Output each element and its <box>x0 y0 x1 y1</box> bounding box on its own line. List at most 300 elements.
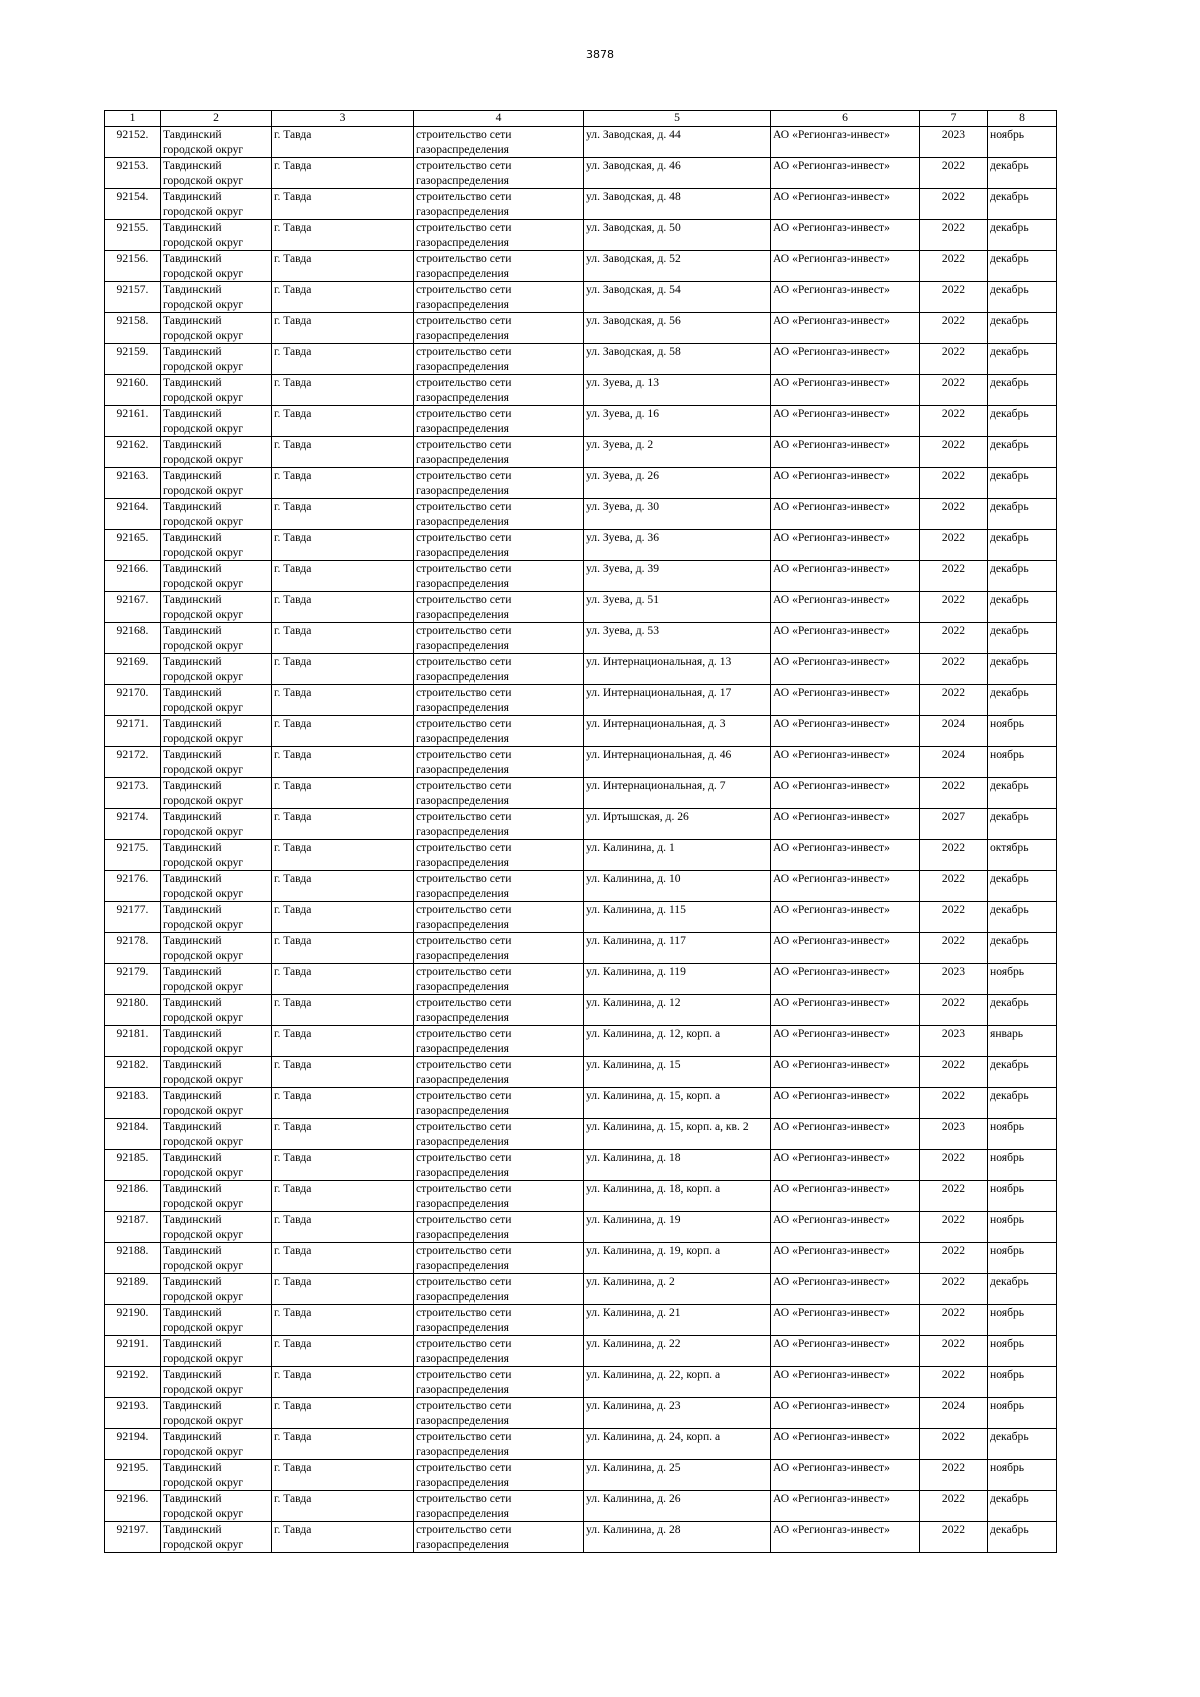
district-cell-line: городской округ <box>163 422 244 435</box>
table-row <box>105 964 1057 995</box>
year-cell: 2022 <box>920 778 988 809</box>
row-number-cell: 92154. <box>105 189 161 220</box>
district-cell-line: городской округ <box>163 1290 244 1303</box>
work-type-cell <box>414 437 584 468</box>
district-cell-line: городской округ <box>163 1104 244 1117</box>
work-type-cell-line: строительство сети <box>416 1058 512 1071</box>
table-row <box>105 251 1057 282</box>
month-cell: ноябрь <box>988 1212 1057 1243</box>
locality-cell: г. Тавда <box>272 1398 414 1429</box>
district-cell <box>161 1274 272 1305</box>
district-cell-line: городской округ <box>163 825 244 838</box>
locality-cell: г. Тавда <box>272 561 414 592</box>
district-cell-line: городской округ <box>163 174 244 187</box>
work-type-cell-line: строительство сети <box>416 965 512 978</box>
work-type-cell-line: газораспределения <box>416 484 510 497</box>
year-cell: 2022 <box>920 840 988 871</box>
district-cell-line: городской округ <box>163 1321 244 1334</box>
work-type-cell <box>414 1243 584 1274</box>
work-type-cell-line: газораспределения <box>416 670 510 683</box>
work-type-cell-line: строительство сети <box>416 1275 512 1288</box>
organization-cell: АО «Регионгаз-инвест» <box>771 1150 920 1181</box>
address-cell: ул. Калинина, д. 18 <box>584 1150 771 1181</box>
column-header-2: 2 <box>161 111 272 127</box>
year-cell: 2022 <box>920 1243 988 1274</box>
table-row <box>105 1150 1057 1181</box>
locality-cell: г. Тавда <box>272 220 414 251</box>
work-type-cell-line: строительство сети <box>416 283 512 296</box>
year-cell: 2022 <box>920 1305 988 1336</box>
work-type-cell <box>414 251 584 282</box>
district-cell-line: Тавдинский <box>163 655 222 668</box>
work-type-cell-line: газораспределения <box>416 205 510 218</box>
district-cell-line: городской округ <box>163 205 244 218</box>
address-cell: ул. Калинина, д. 19, корп. а <box>584 1243 771 1274</box>
month-cell: декабрь <box>988 189 1057 220</box>
address-cell: ул. Калинина, д. 115 <box>584 902 771 933</box>
district-cell-line: городской округ <box>163 1383 244 1396</box>
district-cell <box>161 1026 272 1057</box>
table-row <box>105 1243 1057 1274</box>
work-type-cell-line: строительство сети <box>416 1027 512 1040</box>
district-cell-line: Тавдинский <box>163 1461 222 1474</box>
address-cell: ул. Калинина, д. 15 <box>584 1057 771 1088</box>
work-type-cell <box>414 313 584 344</box>
address-cell: ул. Калинина, д. 117 <box>584 933 771 964</box>
district-cell-line: Тавдинский <box>163 748 222 761</box>
row-number-cell: 92163. <box>105 468 161 499</box>
year-cell: 2022 <box>920 158 988 189</box>
work-type-cell <box>414 1088 584 1119</box>
work-type-cell-line: строительство сети <box>416 190 512 203</box>
address-cell: ул. Заводская, д. 52 <box>584 251 771 282</box>
year-cell: 2022 <box>920 1429 988 1460</box>
work-type-cell-line: газораспределения <box>416 329 510 342</box>
locality-cell: г. Тавда <box>272 747 414 778</box>
work-type-cell-line: газораспределения <box>416 1352 510 1365</box>
organization-cell: АО «Регионгаз-инвест» <box>771 1243 920 1274</box>
work-type-cell <box>414 344 584 375</box>
work-type-cell-line: газораспределения <box>416 639 510 652</box>
work-type-cell-line: газораспределения <box>416 1414 510 1427</box>
month-cell: январь <box>988 1026 1057 1057</box>
month-cell: декабрь <box>988 1057 1057 1088</box>
year-cell: 2023 <box>920 964 988 995</box>
district-cell-line: Тавдинский <box>163 996 222 1009</box>
year-cell: 2022 <box>920 344 988 375</box>
organization-cell: АО «Регионгаз-инвест» <box>771 1181 920 1212</box>
row-number-cell: 92184. <box>105 1119 161 1150</box>
table-row <box>105 809 1057 840</box>
district-cell-line: городской округ <box>163 1073 244 1086</box>
address-cell: ул. Калинина, д. 18, корп. а <box>584 1181 771 1212</box>
locality-cell: г. Тавда <box>272 716 414 747</box>
address-cell: ул. Зуева, д. 39 <box>584 561 771 592</box>
district-cell <box>161 251 272 282</box>
work-type-cell-line: газораспределения <box>416 391 510 404</box>
work-type-cell-line: строительство сети <box>416 686 512 699</box>
district-cell <box>161 499 272 530</box>
row-number-cell: 92156. <box>105 251 161 282</box>
locality-cell: г. Тавда <box>272 468 414 499</box>
row-number-cell: 92188. <box>105 1243 161 1274</box>
address-cell: ул. Зуева, д. 30 <box>584 499 771 530</box>
district-cell-line: Тавдинский <box>163 717 222 730</box>
table-row <box>105 437 1057 468</box>
district-cell-line: городской округ <box>163 1166 244 1179</box>
row-number-cell: 92167. <box>105 592 161 623</box>
year-cell: 2022 <box>920 1212 988 1243</box>
year-cell: 2022 <box>920 933 988 964</box>
row-number-cell: 92177. <box>105 902 161 933</box>
table-row <box>105 189 1057 220</box>
work-type-cell-line: строительство сети <box>416 717 512 730</box>
district-cell-line: городской округ <box>163 1259 244 1272</box>
row-number-cell: 92176. <box>105 871 161 902</box>
address-cell: ул. Зуева, д. 36 <box>584 530 771 561</box>
year-cell: 2022 <box>920 251 988 282</box>
work-type-cell <box>414 1181 584 1212</box>
work-type-cell <box>414 1150 584 1181</box>
table-row <box>105 1367 1057 1398</box>
row-number-cell: 92194. <box>105 1429 161 1460</box>
district-cell-line: Тавдинский <box>163 841 222 854</box>
table-row <box>105 871 1057 902</box>
row-number-cell: 92158. <box>105 313 161 344</box>
row-number-cell: 92192. <box>105 1367 161 1398</box>
district-cell-line: городской округ <box>163 763 244 776</box>
organization-cell: АО «Регионгаз-инвест» <box>771 344 920 375</box>
organization-cell: АО «Регионгаз-инвест» <box>771 995 920 1026</box>
month-cell: ноябрь <box>988 1119 1057 1150</box>
work-type-cell-line: строительство сети <box>416 1461 512 1474</box>
address-cell: ул. Калинина, д. 10 <box>584 871 771 902</box>
year-cell: 2023 <box>920 1119 988 1150</box>
month-cell: ноябрь <box>988 1150 1057 1181</box>
locality-cell: г. Тавда <box>272 685 414 716</box>
district-cell <box>161 1398 272 1429</box>
address-cell: ул. Калинина, д. 22 <box>584 1336 771 1367</box>
work-type-cell-line: газораспределения <box>416 949 510 962</box>
locality-cell: г. Тавда <box>272 592 414 623</box>
address-cell: ул. Зуева, д. 2 <box>584 437 771 468</box>
work-type-cell-line: газораспределения <box>416 732 510 745</box>
district-cell <box>161 127 272 158</box>
header-row <box>105 111 1057 127</box>
district-cell <box>161 1150 272 1181</box>
work-type-cell <box>414 654 584 685</box>
address-cell: ул. Заводская, д. 56 <box>584 313 771 344</box>
address-cell: ул. Калинина, д. 119 <box>584 964 771 995</box>
table-row <box>105 1088 1057 1119</box>
address-cell: ул. Калинина, д. 28 <box>584 1522 771 1553</box>
locality-cell: г. Тавда <box>272 902 414 933</box>
district-cell-line: городской округ <box>163 236 244 249</box>
table-row <box>105 902 1057 933</box>
address-cell: ул. Зуева, д. 51 <box>584 592 771 623</box>
column-header-5: 5 <box>584 111 771 127</box>
organization-cell: АО «Регионгаз-инвест» <box>771 1119 920 1150</box>
work-type-cell <box>414 499 584 530</box>
work-type-cell-line: газораспределения <box>416 1135 510 1148</box>
row-number-cell: 92171. <box>105 716 161 747</box>
work-type-cell-line: строительство сети <box>416 593 512 606</box>
district-cell <box>161 995 272 1026</box>
row-number-cell: 92153. <box>105 158 161 189</box>
organization-cell: АО «Регионгаз-инвест» <box>771 840 920 871</box>
district-cell-line: городской округ <box>163 391 244 404</box>
district-cell-line: Тавдинский <box>163 531 222 544</box>
month-cell: ноябрь <box>988 964 1057 995</box>
row-number-cell: 92183. <box>105 1088 161 1119</box>
row-number-cell: 92175. <box>105 840 161 871</box>
work-type-cell-line: строительство сети <box>416 996 512 1009</box>
district-cell <box>161 1491 272 1522</box>
address-cell: ул. Заводская, д. 48 <box>584 189 771 220</box>
district-cell-line: Тавдинский <box>163 1182 222 1195</box>
month-cell: декабрь <box>988 530 1057 561</box>
organization-cell: АО «Регионгаз-инвест» <box>771 1367 920 1398</box>
district-cell-line: Тавдинский <box>163 376 222 389</box>
address-cell: ул. Калинина, д. 12 <box>584 995 771 1026</box>
row-number-cell: 92174. <box>105 809 161 840</box>
district-cell-line: городской округ <box>163 484 244 497</box>
table-row <box>105 499 1057 530</box>
year-cell: 2022 <box>920 375 988 406</box>
work-type-cell <box>414 716 584 747</box>
month-cell: декабрь <box>988 1491 1057 1522</box>
district-cell <box>161 1243 272 1274</box>
month-cell: декабрь <box>988 313 1057 344</box>
row-number-cell: 92195. <box>105 1460 161 1491</box>
work-type-cell <box>414 1057 584 1088</box>
district-cell <box>161 313 272 344</box>
row-number-cell: 92197. <box>105 1522 161 1553</box>
address-cell: ул. Калинина, д. 15, корп. а, кв. 2 <box>584 1119 771 1150</box>
organization-cell: АО «Регионгаз-инвест» <box>771 1336 920 1367</box>
district-cell-line: Тавдинский <box>163 1058 222 1071</box>
work-type-cell-line: газораспределения <box>416 1073 510 1086</box>
organization-cell: АО «Регионгаз-инвест» <box>771 313 920 344</box>
locality-cell: г. Тавда <box>272 1336 414 1367</box>
locality-cell: г. Тавда <box>272 778 414 809</box>
locality-cell: г. Тавда <box>272 1274 414 1305</box>
month-cell: декабрь <box>988 282 1057 313</box>
month-cell: декабрь <box>988 778 1057 809</box>
organization-cell: АО «Регионгаз-инвест» <box>771 716 920 747</box>
organization-cell: АО «Регионгаз-инвест» <box>771 809 920 840</box>
locality-cell: г. Тавда <box>272 251 414 282</box>
work-type-cell-line: газораспределения <box>416 763 510 776</box>
row-number-cell: 92189. <box>105 1274 161 1305</box>
work-type-cell <box>414 189 584 220</box>
district-cell <box>161 1181 272 1212</box>
organization-cell: АО «Регионгаз-инвест» <box>771 778 920 809</box>
gasification-registry-table <box>104 110 1057 1553</box>
column-header-7: 7 <box>920 111 988 127</box>
organization-cell: АО «Регионгаз-инвест» <box>771 530 920 561</box>
table-row <box>105 1429 1057 1460</box>
table-row <box>105 1491 1057 1522</box>
work-type-cell <box>414 1491 584 1522</box>
work-type-cell-line: строительство сети <box>416 1182 512 1195</box>
district-cell-line: Тавдинский <box>163 407 222 420</box>
work-type-cell <box>414 592 584 623</box>
district-cell-line: Тавдинский <box>163 562 222 575</box>
district-cell-line: городской округ <box>163 701 244 714</box>
district-cell-line: городской округ <box>163 1228 244 1241</box>
address-cell: ул. Интернациональная, д. 3 <box>584 716 771 747</box>
address-cell: ул. Калинина, д. 2 <box>584 1274 771 1305</box>
work-type-cell <box>414 964 584 995</box>
locality-cell: г. Тавда <box>272 313 414 344</box>
locality-cell: г. Тавда <box>272 375 414 406</box>
work-type-cell-line: строительство сети <box>416 1492 512 1505</box>
address-cell: ул. Заводская, д. 58 <box>584 344 771 375</box>
district-cell-line: городской округ <box>163 794 244 807</box>
work-type-cell-line: газораспределения <box>416 794 510 807</box>
district-cell-line: городской округ <box>163 1197 244 1210</box>
work-type-cell <box>414 809 584 840</box>
district-cell <box>161 1429 272 1460</box>
work-type-cell <box>414 406 584 437</box>
year-cell: 2022 <box>920 1057 988 1088</box>
district-cell <box>161 809 272 840</box>
year-cell: 2024 <box>920 1398 988 1429</box>
row-number-cell: 92190. <box>105 1305 161 1336</box>
district-cell-line: Тавдинский <box>163 1337 222 1350</box>
table-row <box>105 127 1057 158</box>
district-cell-line: городской округ <box>163 1476 244 1489</box>
district-cell <box>161 220 272 251</box>
district-cell <box>161 375 272 406</box>
district-cell-line: Тавдинский <box>163 965 222 978</box>
work-type-cell <box>414 530 584 561</box>
district-cell-line: Тавдинский <box>163 1430 222 1443</box>
address-cell: ул. Интернациональная, д. 17 <box>584 685 771 716</box>
month-cell: декабрь <box>988 344 1057 375</box>
district-cell-line: городской округ <box>163 732 244 745</box>
locality-cell: г. Тавда <box>272 933 414 964</box>
year-cell: 2022 <box>920 406 988 437</box>
district-cell-line: Тавдинский <box>163 1523 222 1536</box>
work-type-cell <box>414 1522 584 1553</box>
address-cell: ул. Интернациональная, д. 46 <box>584 747 771 778</box>
month-cell: декабрь <box>988 654 1057 685</box>
work-type-cell-line: газораспределения <box>416 1259 510 1272</box>
work-type-cell <box>414 1305 584 1336</box>
locality-cell: г. Тавда <box>272 1088 414 1119</box>
locality-cell: г. Тавда <box>272 499 414 530</box>
year-cell: 2022 <box>920 437 988 468</box>
organization-cell: АО «Регионгаз-инвест» <box>771 437 920 468</box>
locality-cell: г. Тавда <box>272 189 414 220</box>
organization-cell: АО «Регионгаз-инвест» <box>771 747 920 778</box>
month-cell: декабрь <box>988 561 1057 592</box>
work-type-cell <box>414 158 584 189</box>
locality-cell: г. Тавда <box>272 840 414 871</box>
year-cell: 2022 <box>920 499 988 530</box>
locality-cell: г. Тавда <box>272 530 414 561</box>
locality-cell: г. Тавда <box>272 158 414 189</box>
district-cell-line: городской округ <box>163 329 244 342</box>
organization-cell: АО «Регионгаз-инвест» <box>771 1057 920 1088</box>
row-number-cell: 92172. <box>105 747 161 778</box>
district-cell-line: Тавдинский <box>163 1213 222 1226</box>
locality-cell: г. Тавда <box>272 1367 414 1398</box>
work-type-cell-line: строительство сети <box>416 562 512 575</box>
table-row <box>105 1119 1057 1150</box>
locality-cell: г. Тавда <box>272 654 414 685</box>
work-type-cell-line: строительство сети <box>416 407 512 420</box>
locality-cell: г. Тавда <box>272 623 414 654</box>
work-type-cell <box>414 375 584 406</box>
district-cell-line: городской округ <box>163 1042 244 1055</box>
year-cell: 2022 <box>920 561 988 592</box>
row-number-cell: 92178. <box>105 933 161 964</box>
work-type-cell-line: строительство сети <box>416 810 512 823</box>
district-cell <box>161 1367 272 1398</box>
row-number-cell: 92165. <box>105 530 161 561</box>
work-type-cell-line: газораспределения <box>416 918 510 931</box>
page-number: 3878 <box>586 48 614 61</box>
row-number-cell: 92160. <box>105 375 161 406</box>
organization-cell: АО «Регионгаз-инвест» <box>771 1274 920 1305</box>
month-cell: ноябрь <box>988 747 1057 778</box>
month-cell: ноябрь <box>988 1460 1057 1491</box>
district-cell-line: городской округ <box>163 1538 244 1551</box>
month-cell: декабрь <box>988 251 1057 282</box>
work-type-cell-line: строительство сети <box>416 531 512 544</box>
column-header-1: 1 <box>105 111 161 127</box>
district-cell <box>161 158 272 189</box>
year-cell: 2022 <box>920 282 988 313</box>
work-type-cell <box>414 127 584 158</box>
district-cell <box>161 1057 272 1088</box>
row-number-cell: 92180. <box>105 995 161 1026</box>
table-row <box>105 1057 1057 1088</box>
work-type-cell-line: строительство сети <box>416 934 512 947</box>
work-type-cell <box>414 871 584 902</box>
district-cell <box>161 871 272 902</box>
organization-cell: АО «Регионгаз-инвест» <box>771 1398 920 1429</box>
work-type-cell <box>414 685 584 716</box>
month-cell: декабрь <box>988 1088 1057 1119</box>
district-cell <box>161 685 272 716</box>
locality-cell: г. Тавда <box>272 995 414 1026</box>
district-cell-line: Тавдинский <box>163 1120 222 1133</box>
table-row <box>105 840 1057 871</box>
work-type-cell-line: газораспределения <box>416 608 510 621</box>
locality-cell: г. Тавда <box>272 437 414 468</box>
month-cell: декабрь <box>988 592 1057 623</box>
work-type-cell-line: газораспределения <box>416 298 510 311</box>
district-cell-line: Тавдинский <box>163 1368 222 1381</box>
table-row <box>105 778 1057 809</box>
table-row <box>105 344 1057 375</box>
district-cell-line: городской округ <box>163 1011 244 1024</box>
address-cell: ул. Калинина, д. 26 <box>584 1491 771 1522</box>
district-cell-line: городской округ <box>163 670 244 683</box>
month-cell: ноябрь <box>988 1243 1057 1274</box>
locality-cell: г. Тавда <box>272 406 414 437</box>
month-cell: декабрь <box>988 871 1057 902</box>
table-row <box>105 1305 1057 1336</box>
month-cell: декабрь <box>988 685 1057 716</box>
district-cell-line: городской округ <box>163 515 244 528</box>
district-cell <box>161 902 272 933</box>
year-cell: 2022 <box>920 1181 988 1212</box>
